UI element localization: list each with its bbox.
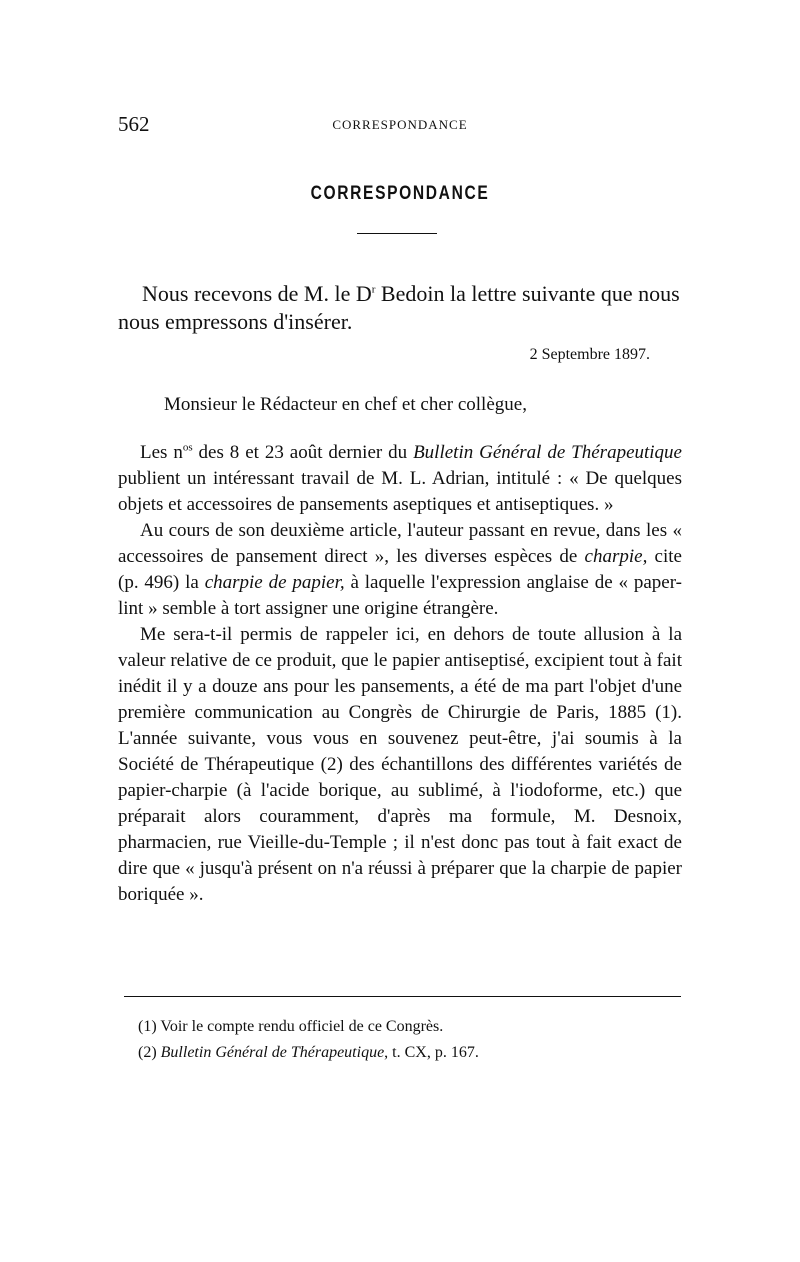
intro-paragraph: Nous recevons de M. le $D^r$ Bedoin la lettre suivante que nous nous empressons d'insérer. — [118, 281, 680, 334]
letter-body — [118, 440, 682, 908]
title-divider — [357, 233, 437, 234]
running-title: CORRESPONDANCE — [332, 117, 468, 132]
footnote-1: (1) Voir le compte rendu officiel de ce Congrès. — [138, 1018, 444, 1035]
editor-intro — [118, 280, 682, 336]
italic-term: charpie, — [584, 546, 648, 567]
letter-paragraph-1: Les $n^{os}$ des 8 et 23 août dernier du Bulletin Général de Thérapeutique publient un intéressant travail de M. L. Adrian, intitulé : « De quelques objets et accessoires de pansements aseptiques et antiseptiques. » — [118, 441, 682, 515]
footnotes — [138, 1014, 678, 1066]
journal-title: Bulletin Général de Thérapeutique — [413, 442, 682, 463]
superscript: os — [182, 441, 193, 454]
running-head — [118, 112, 682, 142]
letter-salutation: Monsieur le Rédacteur en chef et cher collègue, — [164, 394, 527, 415]
page-number: 562 — [118, 112, 150, 136]
section-title: CORRESPONDANCE — [310, 183, 490, 204]
letter-paragraph-3: Me sera-t-il permis de rappeler ici, en dehors de toute allusion à la valeur relative de ce produit, que le papier antiseptisé, excipient tout à fait inédit il y a douze ans pour les pansements, a été de ma part l'objet d'une première communication au Congrès de Chirurgie de Paris, 1885 (1). L'année suivante, vous vous en souvenez peut-être, j'ai soumis à la Société de Thérapeutique (2) des échantillons des différentes variétés de papier-charpie (à l'acide borique, au sublimé, à l'iodoforme, etc.) que préparait alors couramment, d'après ma formule, M. Desnoix, pharmacien, rue Vieille-du-Temple ; il n'est donc pas tout à fait exact de dire que « jusqu'à présent on n'a réussi à préparer que la charpie de papier boriquée ». — [118, 624, 682, 905]
footnote-divider — [124, 996, 681, 997]
italic-term: charpie de papier, — [204, 572, 345, 593]
footnote-2: (2) Bulletin Général de Thérapeutique, t. CX, p. 167. — [138, 1044, 479, 1061]
journal-title: Bulletin Général de Thérapeutique — [160, 1044, 385, 1061]
letter-paragraph-2: Au cours de son deuxième article, l'auteur passant en revue, dans les « accessoires de pansement direct », les diverses espèces de charpie, cite (p. 496) la charpie de papier, à laquelle l'expression anglaise de « paper-lint » semble à tort assigner une origine étrangère. — [118, 520, 682, 619]
superscript: r — [371, 283, 376, 296]
letter-date: 2 Septembre 1897. — [529, 346, 650, 363]
